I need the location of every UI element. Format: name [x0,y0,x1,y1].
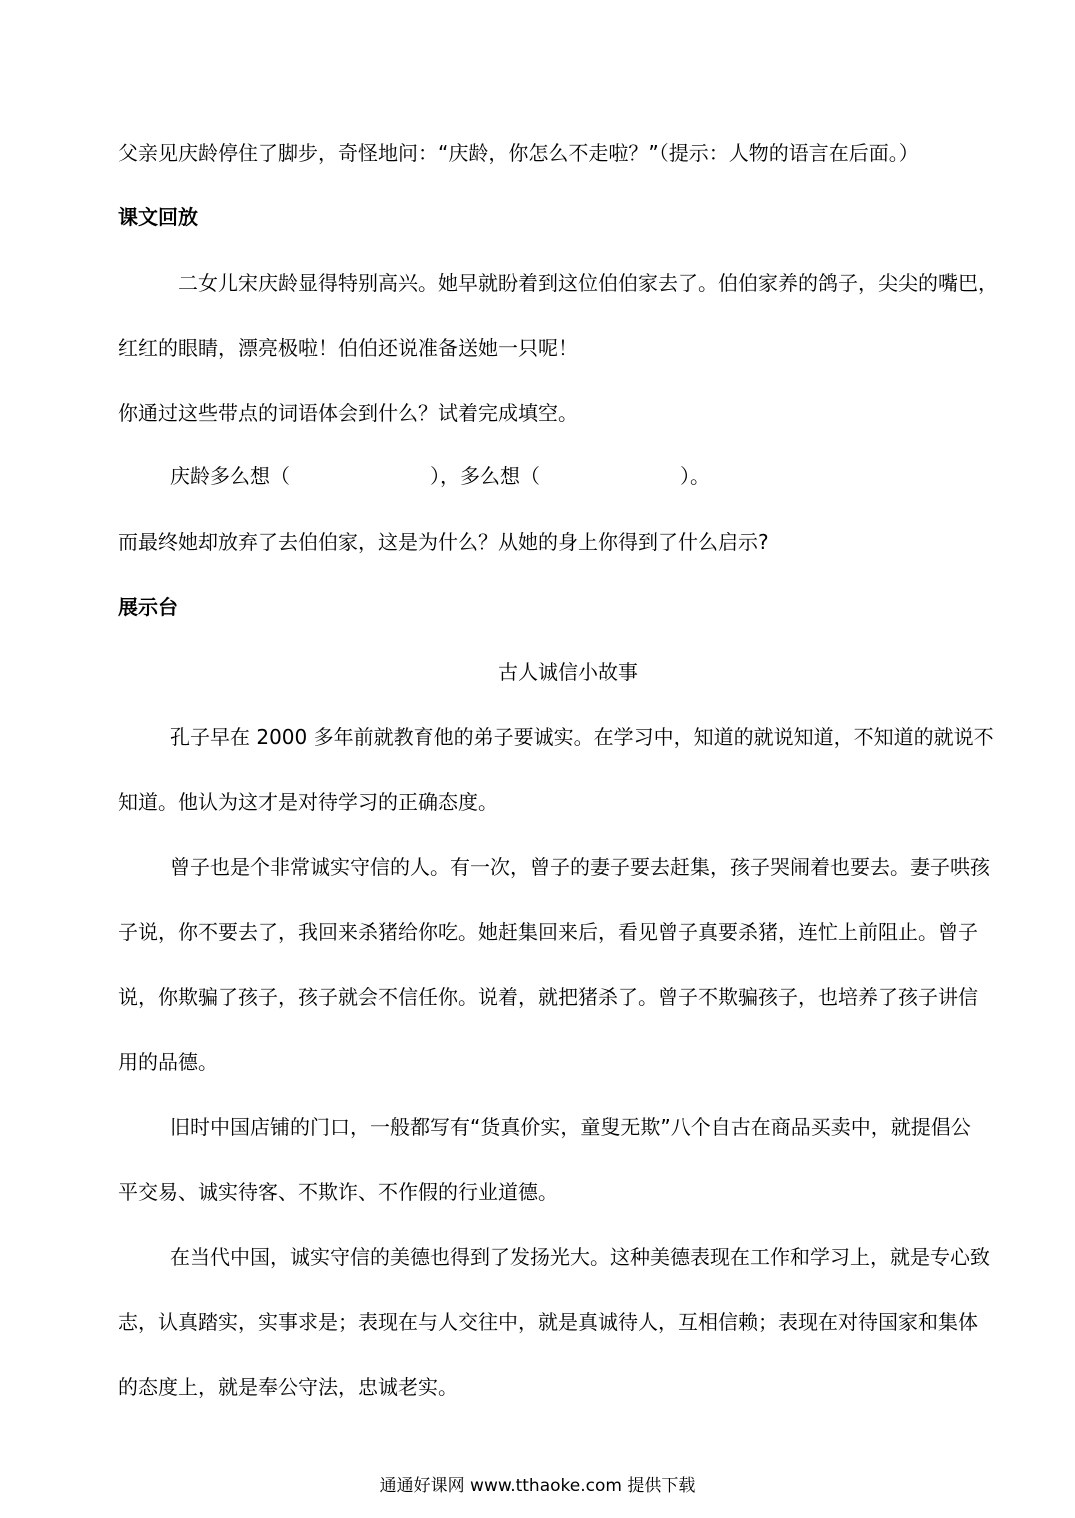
story-title: 古人诚信小故事 [498,660,638,684]
question-line: 你通过这些带点的词语体会到什么？试着完成填空。 [118,401,578,425]
fill-in-blank-line [170,463,710,489]
story-line: 的态度上，就是奉公守法，忠诚老实。 [118,1375,458,1399]
section-heading-review: 课文回放 [118,205,198,229]
story-line: 说，你欺骗了孩子，孩子就会不信任你。说着，就把猪杀了。曾子不欺骗孩子，也培养了孩子讲信 [118,985,978,1009]
fill-in-text: 庆龄多么想（ [170,464,290,488]
passage-line: 红红的眼睛，漂亮极啦！伯伯还说准备送她一只呢！ [118,336,578,360]
page-footer: 通通好课网 www.tthaoke.com 提供下载 [379,1476,696,1496]
story-line: 旧时中国店铺的门口，一般都写有“货真价实，童叟无欺”八个自古在商品买卖中，就提倡公 [170,1115,971,1139]
passage-line: 二女儿宋庆龄显得特别高兴。她早就盼着到这位伯伯家去了。伯伯家养的鸽子，尖尖的嘴巴， [178,271,998,295]
fill-in-text: ），多么想（ [430,464,540,488]
prompt-line: 父亲见庆龄停住了脚步，奇怪地问：“庆龄，你怎么不走啦？”（提示：人物的语言在后面。） [118,141,919,165]
story-line: 知道。他认为这才是对待学习的正确态度。 [118,790,498,814]
story-line: 用的品德。 [118,1050,218,1074]
section-heading-showcase: 展示台 [118,595,178,619]
fill-in-text: ）。 [680,464,710,488]
story-line: 志，认真踏实，实事求是；表现在与人交往中，就是真诚待人，互相信赖；表现在对待国家和集体 [118,1310,978,1334]
story-line: 在当代中国，诚实守信的美德也得到了发扬光大。这种美德表现在工作和学习上，就是专心致 [170,1245,990,1269]
story-line: 子说，你不要去了，我回来杀猪给你吃。她赶集回来后，看见曾子真要杀猪，连忙上前阻止。曾子 [118,920,978,944]
story-line: 孔子早在 2000 多年前就教育他的弟子要诚实。在学习中，知道的就说知道，不知道的就说不 [170,725,994,749]
question-line: 而最终她却放弃了去伯伯家，这是为什么？从她的身上你得到了什么启示? [118,530,769,554]
story-line: 平交易、诚实待客、不欺诈、不作假的行业道德。 [118,1180,558,1204]
story-line: 曾子也是个非常诚实守信的人。有一次，曾子的妻子要去赶集，孩子哭闹着也要去。妻子哄孩 [170,855,990,879]
